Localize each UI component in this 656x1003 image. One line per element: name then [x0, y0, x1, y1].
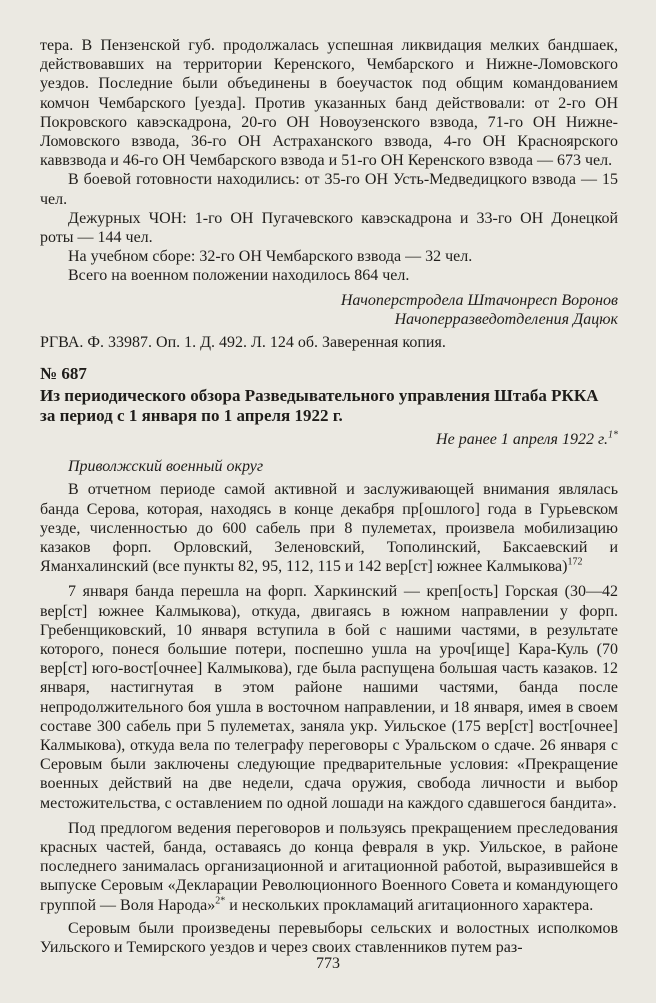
paragraph-serov-band-text: В отчетном периоде самой активной и заслуживающей внимания являлась банда Серова, которая, находясь в конце декабря пр[ошлого] года в Гурьевском уезде, численностью до 600 сабель при 8 пулеметах, произвела мобилизацию казаков форп. Орловский, Зеленовский, Тополинский, Баксаевский и Яманхалинский (все пункты 82, 95, 112, 115 и 142 вер[ст] южнее Калмыкова)	[40, 481, 618, 576]
archive-reference: РГВА. Ф. 33987. Оп. 1. Д. 492. Л. 124 об. Заверенная копия.	[40, 334, 446, 352]
paragraph-reelections: Серовым были произведены перевыборы сельских и волостных исполкомов Уильского и Темирского уездов и через своих ставленников путем раз-	[40, 919, 618, 957]
paragraph-serov-band	[40, 480, 618, 576]
paragraph-negotiations	[40, 819, 618, 915]
signature-datsyuk: Начоперразведотделения Дацюк	[394, 310, 618, 328]
date-footnote-mark: 1*	[608, 429, 618, 441]
footnote-mark-172: 172	[567, 556, 583, 568]
district-heading: Приволжский военный округ	[68, 458, 264, 476]
continued-report	[40, 36, 618, 352]
document-date	[40, 430, 618, 449]
paragraph-duty-chon: Дежурных ЧОН: 1-го ОН Пугачевского кавэскадрона и 33-го ОН Донецкой роты — 144 чел.	[40, 209, 618, 247]
signature-voronov: Начоперстродела Штачонресп Воронов	[340, 291, 618, 309]
paragraph-january-events: 7 января банда перешла на форп. Харкинский — креп[ость] Горская (30—42 вер[ст] южнее Калмыкова), откуда, двигаясь в южном направлении у форп. Гребенщиковский, 10 января вступила в бой с нашими частями, в результате которого, понеся большие потери, поспешно ушла на уроч[ище] Кара-Куль (70 вер[ст] юго-вост[очнее] Калмыкова), где была распущена большая часть казаков. 12 января, настигнутая в этом районе нашими частями, банда после непродолжительного боя ушла в восточном направлении, и 18 января, имея в своем составе 300 сабель при 5 пулеметах, заняла укр. Уильское (175 вер[ст] вост[очнее] Калмыкова), откуда вела по телеграфу переговоры с Уральском о сдаче. 26 января с Серовым были заключены следующие предварительные условия: «Прекращение военных действий на две недели, сдача оружия, свобода личности и выбор местожительства, с оставлением по одной лошади на каждого сдавшегося бандита».	[40, 583, 618, 812]
paragraph-combat-readiness: В боевой готовности находились: от 35-го ОН Усть-Медведицкого взвода — 15 чел.	[40, 171, 618, 208]
document-687	[40, 364, 618, 957]
document-title: Из периодического обзора Разведывательного управления Штаба РККА за период с 1 января по 1 апреля 1922 г.	[40, 386, 599, 425]
paragraph-pensa-bands: тера. В Пензенской губ. продолжалась успешная ликвидация мелких бандшаек, действовавших на территории Керенского, Чембарского и Нижне-Ломовского уездов. Последние были объединены в боеучасток под общим командованием комчон Чембарского [уезда]. Против указанных банд действовали: от 2-го ОН Покровского кавэскадрона, 20-го ОН Новоузенского взвода, 71-го ОН Нижне-Ломовского взвода, 36-го ОН Астраханского взвода, 4-го ОН Красноярского каввзвода и 46-го ОН Чембарского взвода и 51-го ОН Керенского взвода — 673 чел.	[40, 37, 618, 170]
paragraph-total: Всего на военном положении находилось 864 чел.	[68, 267, 410, 285]
paragraph-training: На учебном сборе: 32-го ОН Чембарского взвода — 32 чел.	[68, 248, 473, 266]
paragraph-negotiations-text-b: и нескольких прокламаций агитационного характера.	[225, 896, 594, 914]
document-number: № 687	[40, 364, 87, 383]
footnote-mark-2: 2*	[215, 895, 226, 907]
paragraph-negotiations-text-a: Под предлогом ведения переговоров и пользуясь прекращением преследования красных частей, банда, оставаясь до конца февраля в укр. Уильское, в районе последнего занималась организационной и агитационной работой, выразившейся в выпуске Серовым «Декларации Революционного Военного Совета и командующего группой — Воля Народа»	[40, 819, 618, 914]
document-date-text: Не ранее 1 апреля 1922 г.	[436, 431, 608, 448]
page-number: 773	[316, 955, 340, 972]
